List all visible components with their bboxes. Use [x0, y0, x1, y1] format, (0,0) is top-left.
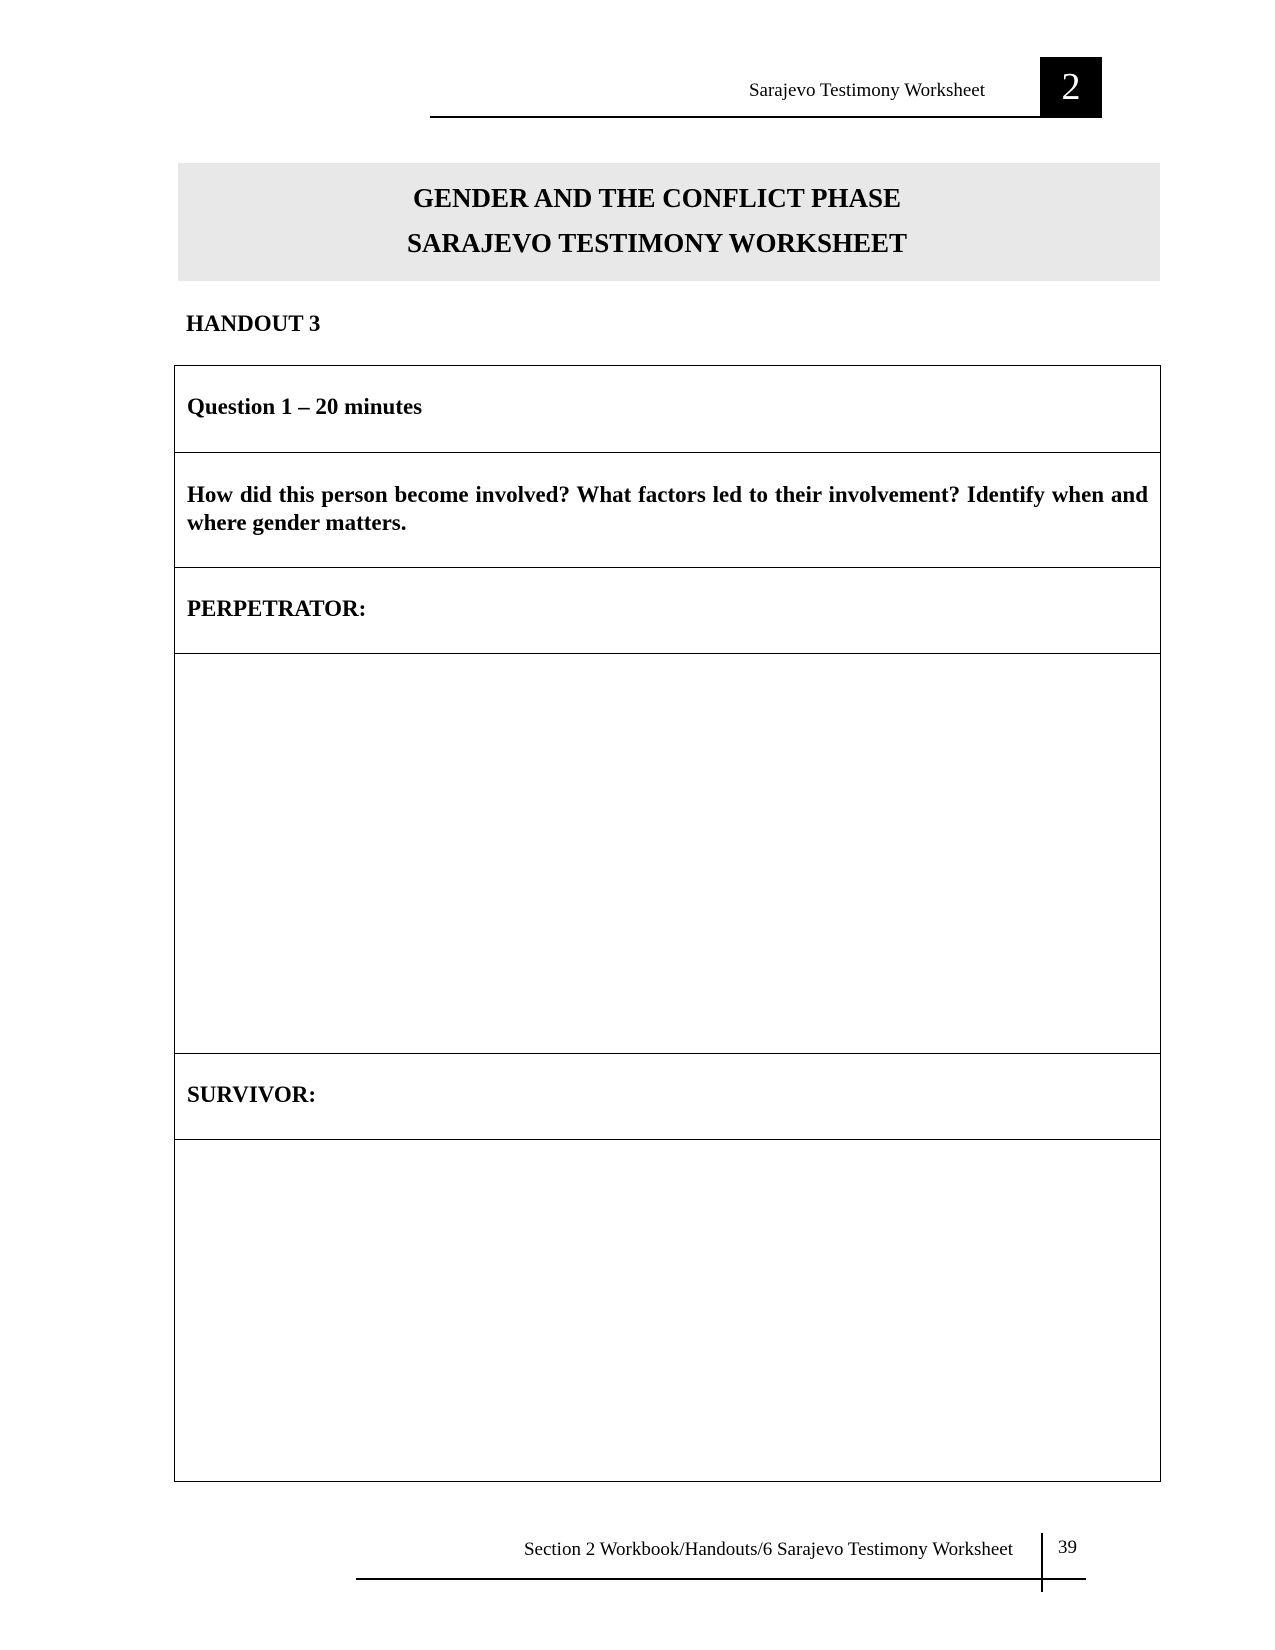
title-banner [178, 163, 1160, 281]
survivor-answer-area[interactable] [175, 1140, 1160, 1481]
question-text: How did this person become involved? What factors led to their involvement? Identify when and where gender matters. [187, 482, 1148, 535]
question-heading: Question 1 – 20 minutes [187, 394, 423, 419]
question-heading-row [175, 366, 1160, 453]
page-number: 39 [1058, 1537, 1077, 1558]
survivor-label: SURVIVOR: [187, 1082, 317, 1107]
handout-label: HANDOUT 3 [186, 311, 321, 336]
footer-divider [1041, 1533, 1043, 1592]
worksheet-table [174, 365, 1161, 1482]
footer-path: Section 2 Workbook/Handouts/6 Sarajevo Testimony Worksheet [523, 1539, 1013, 1560]
document-title-line-1: GENDER AND THE CONFLICT PHASE [412, 183, 902, 213]
perpetrator-answer-area[interactable] [175, 654, 1160, 1054]
document-title-line-2: SARAJEVO TESTIMONY WORKSHEET [406, 228, 908, 258]
survivor-label-row [175, 1054, 1160, 1140]
perpetrator-label-row [175, 568, 1160, 654]
header-rule [430, 116, 1085, 118]
footer-rule [356, 1578, 1086, 1580]
question-text-row [175, 453, 1160, 568]
section-number-badge: 2 [1040, 57, 1102, 118]
running-header-title: Sarajevo Testimony Worksheet [748, 80, 985, 101]
perpetrator-label: PERPETRATOR: [187, 596, 367, 621]
